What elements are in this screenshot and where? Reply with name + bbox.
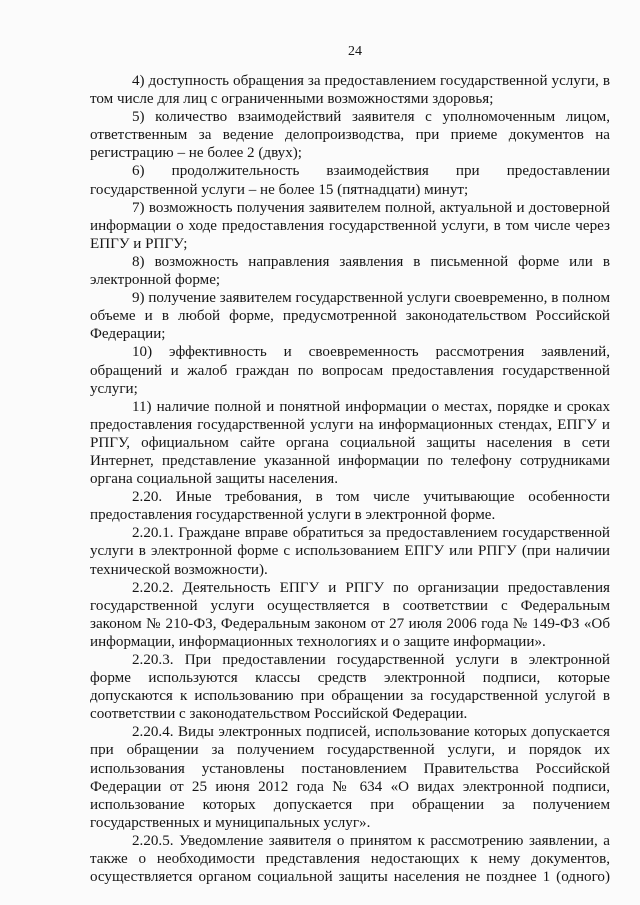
paragraph-item-8: 8) возможность направления заявления в письменной форме или в электронной форме; bbox=[90, 253, 610, 289]
paragraph-item-5: 5) количество взаимодействий заявителя с уполномоченным лицом, ответственным за ведение делопроизводства, при приеме документов на регистрацию – не более 2 (двух); bbox=[90, 109, 610, 162]
section-2-20-1: 2.20.1. Граждане вправе обратиться за предоставлением государственной услуги в электронной форме с использованием ЕПГУ или РПГУ (при наличии технической возможности). bbox=[90, 525, 610, 578]
section-2-20-2: 2.20.2. Деятельность ЕПГУ и РПГУ по организации предоставления государственной услуги осуществляется в соответствии с Федеральным законом № 210-ФЗ, Федеральным законом от 27 июля 2006 года № 149-ФЗ «Об информации, информационных технологиях и о защите информации». bbox=[90, 579, 610, 650]
section-2-20: 2.20. Иные требования, в том числе учитывающие особенности предоставления государственной услуги в электронной форме. bbox=[90, 489, 610, 524]
paragraph-item-11: 11) наличие полной и понятной информации о местах, порядке и сроках предоставления государственной услуги на информационных стендах, ЕПГУ и РПГУ, официальном сайте органа социальной защиты населения в сети Интернет, представление указанной информации по телефону сотрудниками органа социальной защиты населения. bbox=[90, 398, 610, 488]
paragraph-item-6: 6) продолжительность взаимодействия при предоставлении государственной услуги – не более 15 (пятнадцати) минут; bbox=[90, 163, 610, 198]
document-body bbox=[90, 72, 610, 886]
paragraph-item-7: 7) возможность получения заявителем полной, актуальной и достоверной информации о ходе предоставления государственной услуги, в том числе через ЕПГУ и РПГУ; bbox=[90, 199, 610, 252]
section-2-20-3: 2.20.3. При предоставлении государственной услуги в электронной форме используются классы средств электронной подписи, которые допускаются к использованию при обращении за государственной услугой в соответствии с законодательством Российской Федерации. bbox=[90, 652, 610, 723]
paragraph-item-9: 9) получение заявителем государственной услуги своевременно, в полном объеме и в любой форме, предусмотренной законодательством Российской Федерации; bbox=[90, 290, 610, 343]
section-2-20-5: 2.20.5. Уведомление заявителя о принятом к рассмотрению заявлении, а также о необходимости представления недостающих к нему документов, осуществляется органом социальной защиты населения не позднее 1 (одного) bbox=[90, 832, 610, 886]
section-2-20-4: 2.20.4. Виды электронных подписей, использование которых допускается при обращении за получением государственной услуги, и порядок их использования установлены постановлением Правительства Российской Федерации от 25 июня 2012 года № 634 «О видах электронной подписи, использование которых допускается при обращении за получением государственных и муниципальных услуг». bbox=[90, 724, 610, 831]
paragraph-item-4: 4) доступность обращения за предоставлением государственной услуги, в том числе для лиц с ограниченными возможностями здоровья; bbox=[90, 73, 610, 108]
paragraph-item-10: 10) эффективность и своевременность рассмотрения заявлений, обращений и жалоб граждан по вопросам предоставления государственной услуги; bbox=[90, 344, 610, 397]
page-number: 24 bbox=[348, 44, 362, 59]
